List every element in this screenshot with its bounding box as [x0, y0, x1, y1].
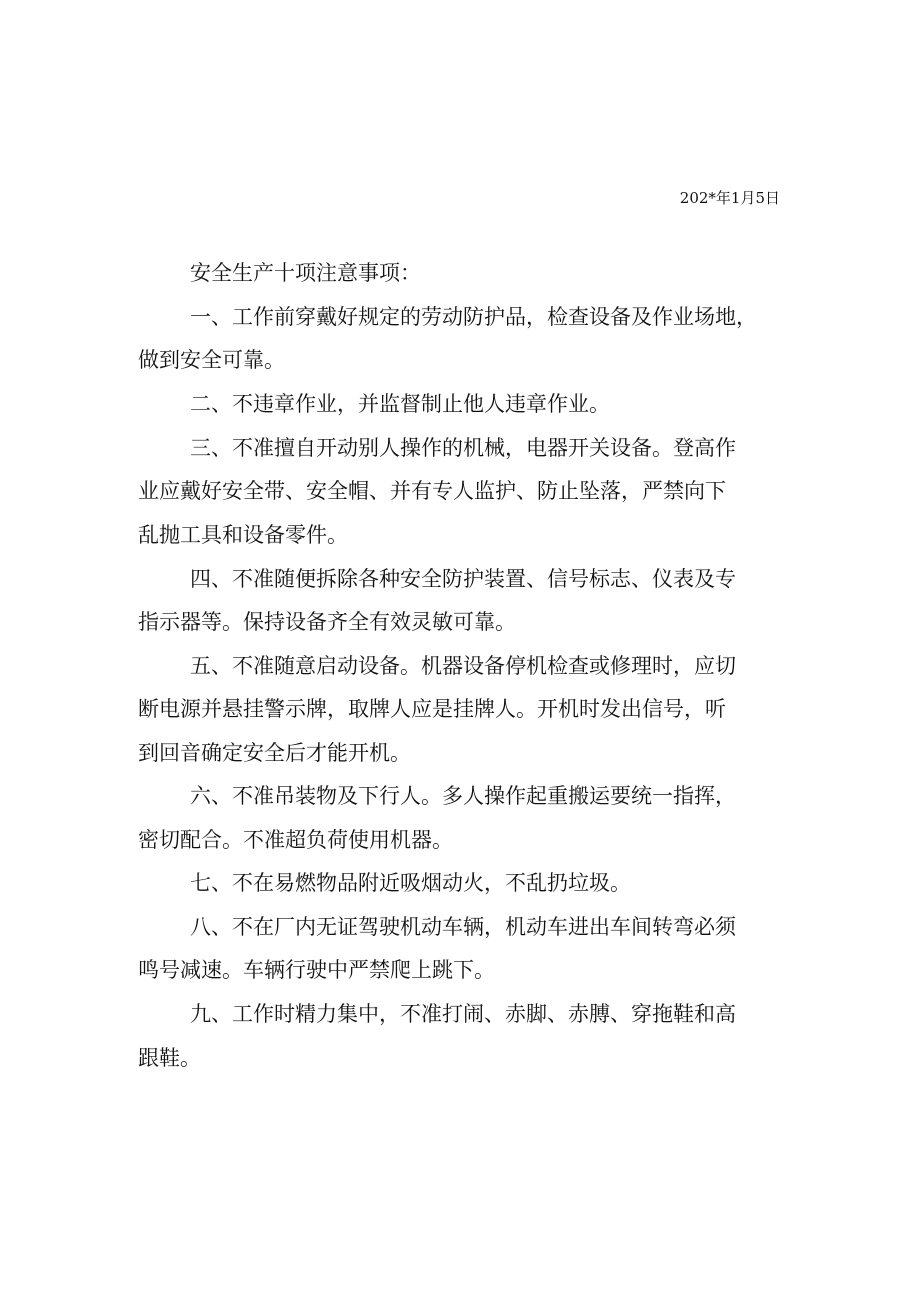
item-1-line-2: 做到安全可靠。 [138, 348, 285, 372]
item-5-line-2: 断电源并悬挂警示牌，取牌人应是挂牌人。开机时发出信号，听 [138, 697, 726, 721]
item-4-line-2: 指示器等。保持设备齐全有效灵敏可靠。 [138, 610, 516, 634]
document-date: 202*年1月5日 [679, 189, 780, 207]
item-5-line-1: 五、不准随意启动设备。机器设备停机检查或修理时，应切 [190, 654, 736, 678]
item-3-line-3: 乱抛工具和设备零件。 [138, 523, 348, 547]
section-heading: 安全生产十项注意事项： [190, 261, 421, 285]
item-6-line-1: 六、不准吊装物及下行人。多人操作起重搬运要统一指挥， [190, 784, 736, 808]
item-7-line-1: 七、不在易燃物品附近吸烟动火，不乱扔垃圾。 [190, 871, 631, 895]
item-3-line-2: 业应戴好安全带、安全帽、并有专人监护、防止坠落，严禁向下 [138, 479, 726, 503]
item-6-line-2: 密切配合。不准超负荷使用机器。 [138, 828, 453, 852]
item-8-line-1: 八、不在厂内无证驾驶机动车辆，机动车进出车间转弯必须 [190, 915, 736, 939]
item-5-line-3: 到回音确定安全后才能开机。 [138, 741, 411, 765]
item-4-line-1: 四、不准随便拆除各种安全防护装置、信号标志、仪表及专 [190, 567, 736, 591]
item-8-line-2: 鸣号减速。车辆行驶中严禁爬上跳下。 [138, 958, 495, 982]
item-1-line-1: 一、工作前穿戴好规定的劳动防护品，检查设备及作业场地， [190, 305, 757, 329]
item-3-line-1: 三、不准擅自开动别人操作的机械，电器开关设备。登高作 [190, 436, 736, 460]
item-9-line-2: 跟鞋。 [138, 1046, 201, 1070]
item-2-line-1: 二、不违章作业，并监督制止他人违章作业。 [190, 392, 610, 416]
item-9-line-1: 九、工作时精力集中，不准打闹、赤脚、赤膊、穿拖鞋和高 [190, 1002, 736, 1026]
